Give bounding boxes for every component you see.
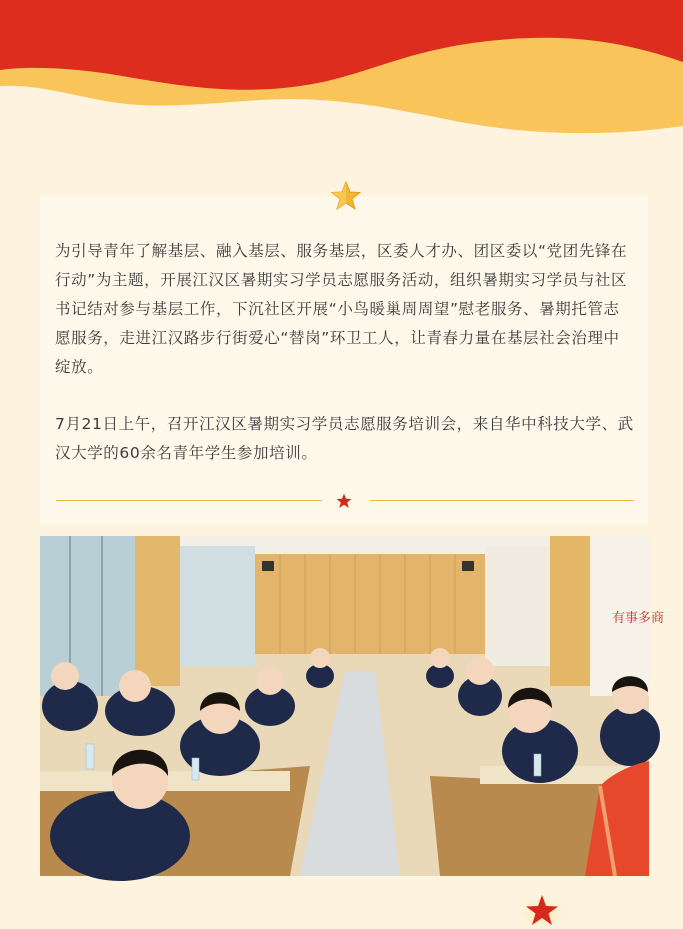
- divider-line-left: [56, 500, 322, 501]
- divider-line-right: [370, 500, 634, 501]
- header-wave-banner: [0, 0, 683, 140]
- red-star-glow-icon: [510, 885, 574, 929]
- gold-star-icon: [331, 181, 361, 211]
- wall-sign-text: 有事多商: [612, 611, 665, 626]
- article-paragraph-1: 为引导青年了解基层、融入基层、服务基层，区委人才办、团区委以“党团先锋在行动”为主题，开展江汉区暑期实习学员志愿服务活动，组织暑期实习学员与社区书记结对参与基层工作，下沉社区开展“小鸟暖巢周周望”慰老服务、暑期托管志愿服务，走进江汉路步行街爱心“替岗”环卫工人，让青春力量在基层社会治理中绽放。: [55, 242, 628, 376]
- article-paragraph-2: 7月21日上午，召开江汉区暑期实习学员志愿服务培训会，来自华中科技大学、武汉大学的60余名青年学生参加培训。: [55, 415, 634, 462]
- red-star-icon: [336, 493, 352, 509]
- training-meeting-photo: [40, 536, 665, 876]
